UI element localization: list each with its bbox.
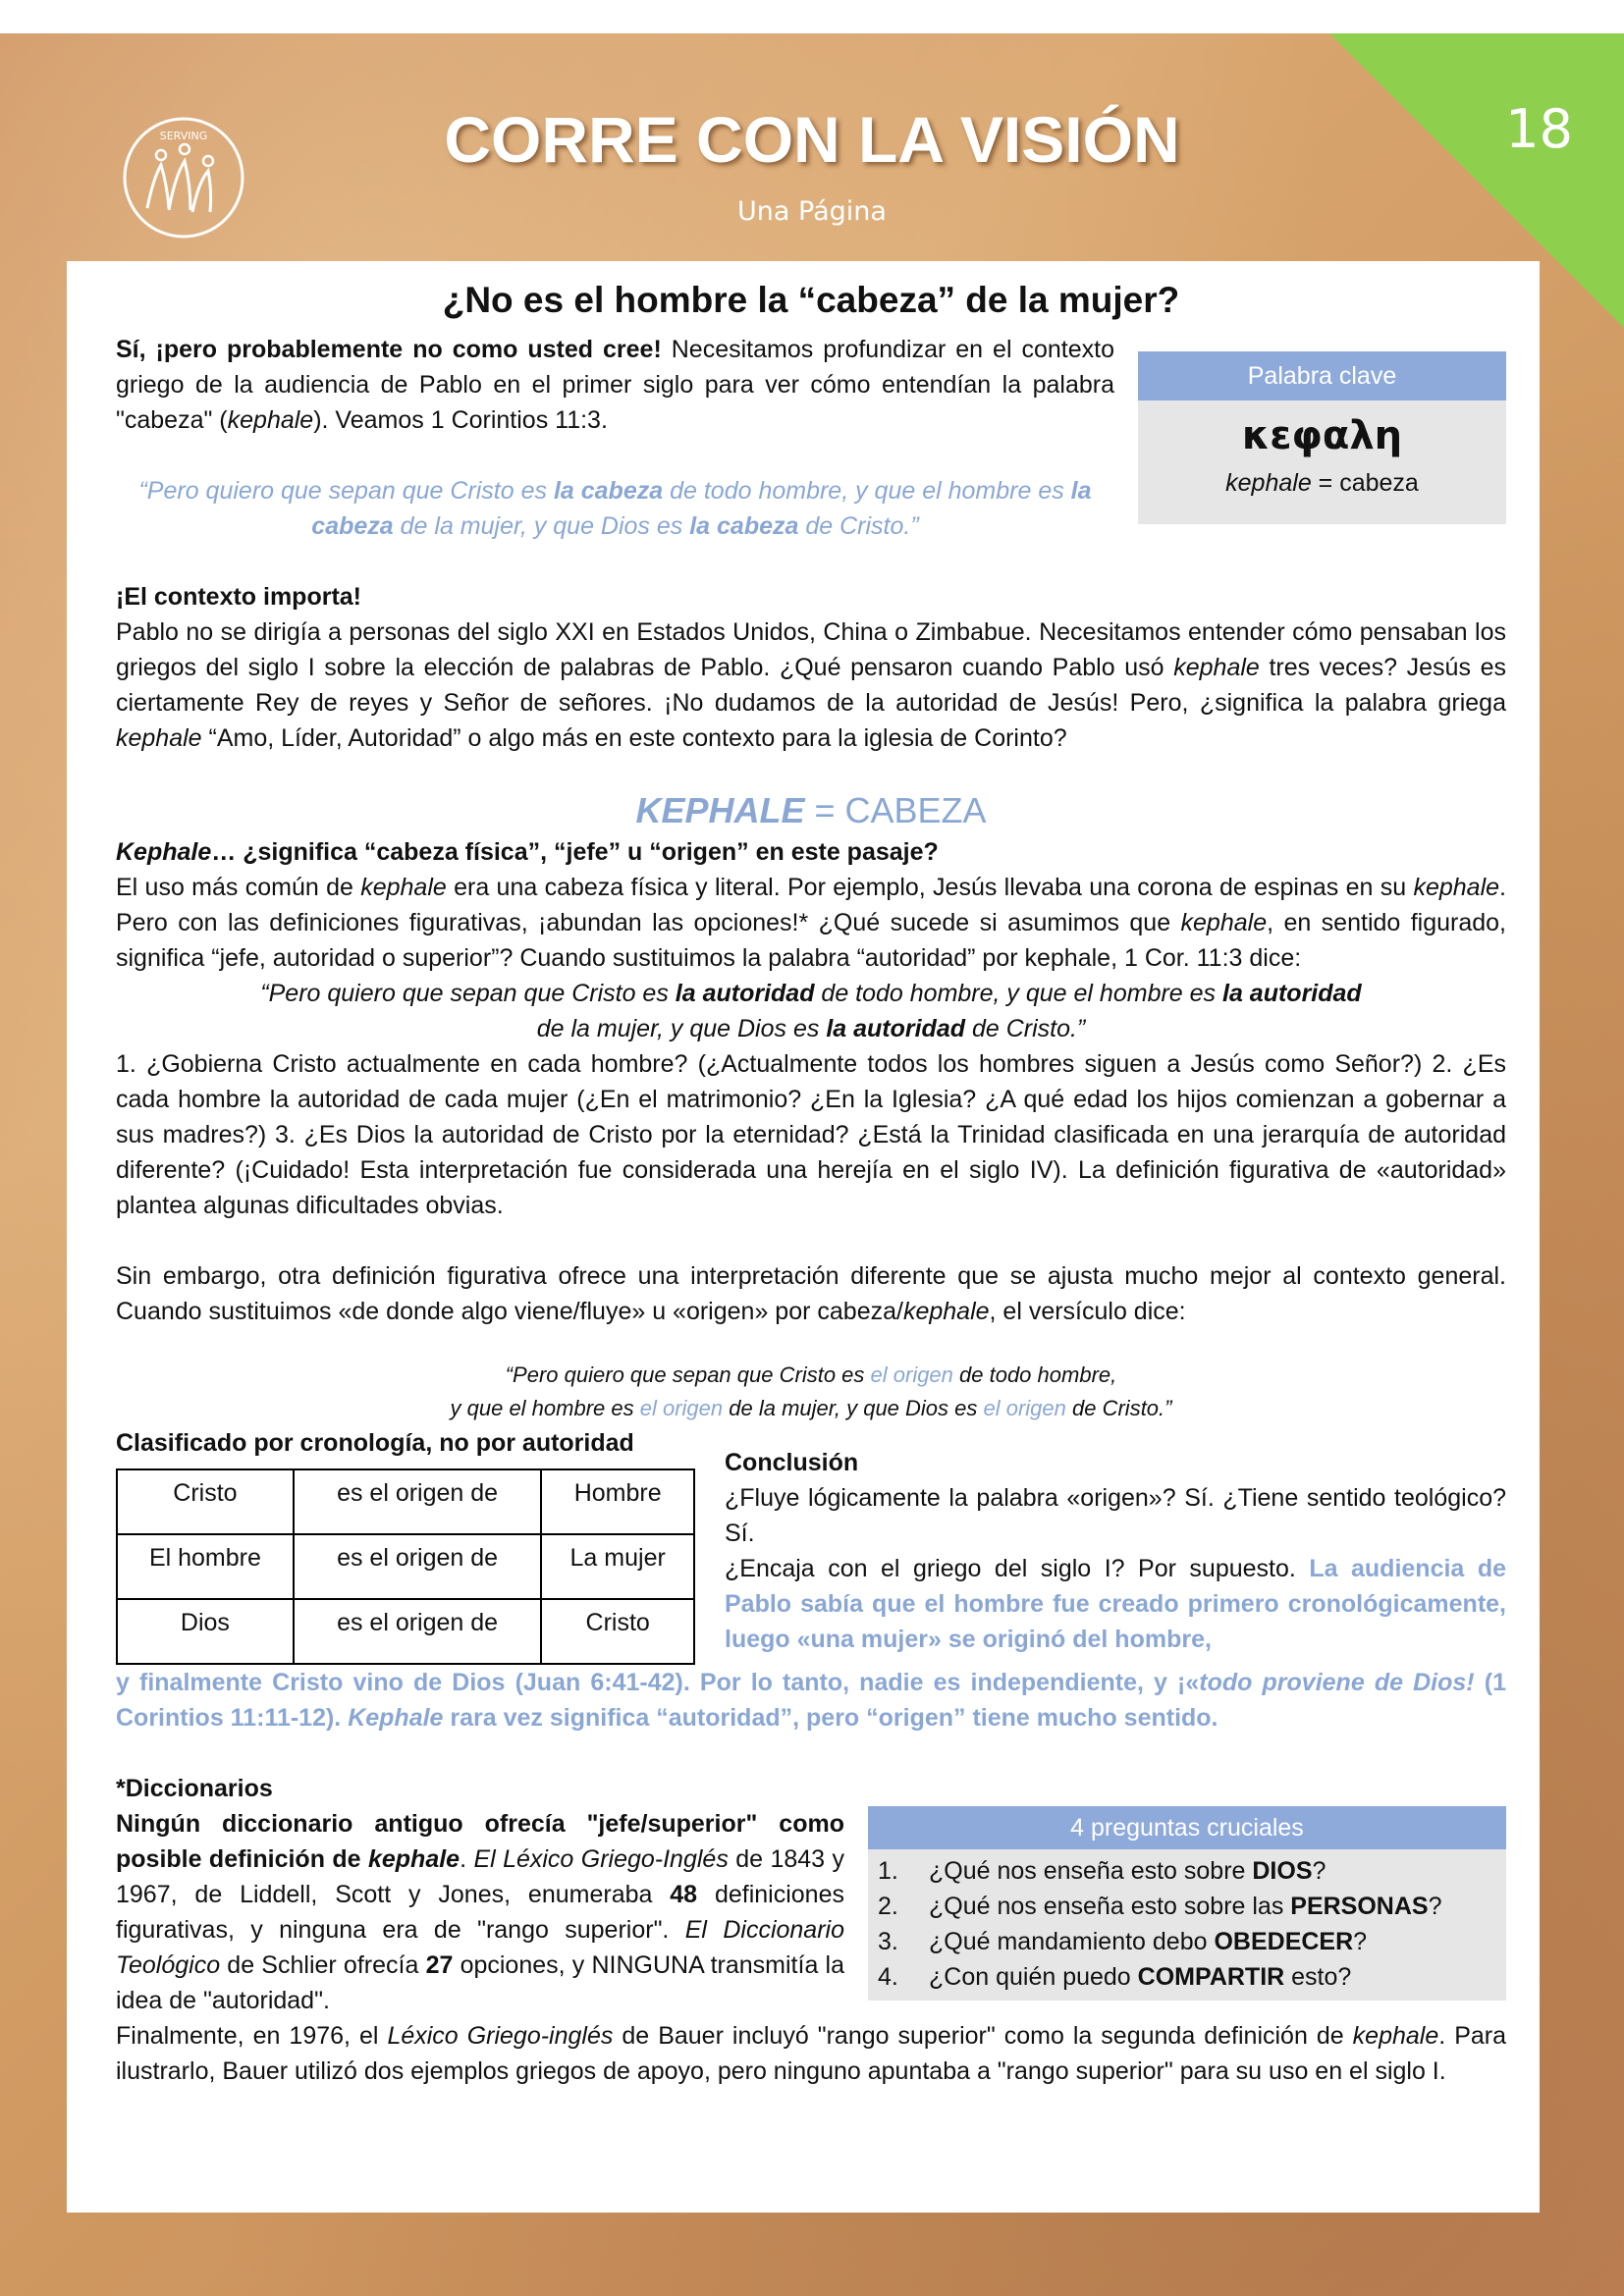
quote-origen-line1: “Pero quiero que sepan que Cristo es el origen de todo hombre, xyxy=(505,1362,1117,1387)
list-item: 3. ¿Qué mandamiento debo OBEDECER? xyxy=(878,1928,1368,1955)
logo-text: SERVING xyxy=(159,130,208,142)
origin-intro: Sin embargo, otra definición figurativa ofrece una interpretación diferente que se ajusta mucho mejor al contexto general. Cuando sustituimos «de donde algo viene/fluye» u «origen» por cabeza/kephale, el versículo dice: xyxy=(116,1262,1506,1325)
dictionaries-heading: *Diccionarios xyxy=(116,1775,273,1802)
conclusion-text1: ¿Fluye lógicamente la palabra «origen»? Sí. ¿Tiene sentido teológico? Sí. xyxy=(725,1484,1506,1547)
table-cell: es el origen de xyxy=(294,1469,541,1534)
quote-origen-line2: y que el hombre es el origen de la mujer, y que Dios es el origen de Cristo.” xyxy=(450,1396,1172,1420)
quote-autoridad: “Pero quiero que sepan que Cristo es la autoridad de todo hombre, y que el hombre es la autoridad de la mujer, y que Dios es la autoridad de Cristo.” xyxy=(260,980,1362,1042)
keyword-box xyxy=(1138,351,1506,524)
authority-questions: 1. ¿Gobierna Cristo actualmente en cada hombre? (¿Actualmente todos los hombres siguen a Jesús como Señor?) 2. ¿Es cada hombre la autoridad de cada mujer (¿En el matrimonio? ¿En la Iglesia? ¿A qué edad los hijos comienzan a gobernar a sus madres?) 3. ¿Es Dios la autoridad de Cristo por la eternidad? ¿Está la Trinidad clasificada en una jerarquía de autoridad diferente? (¡Cuidado! Esta interpretación fue considerada una herejía en el siglo IV). La definición figurativa de «autoridad» plantea algunas dificultades obvias. xyxy=(116,1050,1506,1219)
list-item: 1. ¿Qué nos enseña esto sobre DIOS? xyxy=(878,1857,1326,1885)
table-cell: Hombre xyxy=(541,1469,694,1534)
page-number: 18 xyxy=(1505,98,1573,160)
keyword-greek: κεφαλη xyxy=(1241,413,1403,458)
chronology-heading: Clasificado por cronología, no por autoridad xyxy=(116,1429,634,1457)
meaning-paragraph: El uso más común de kephale era una cabeza física y literal. Por ejemplo, Jesús llevaba una corona de espinas en su kephale. Pero con las definiciones figurativas, ¡abundan las opciones!* ¿Qué sucede si asumimos que kephale, en sentido figurado, significa “jefe, autoridad o superior”? Cuando sustituimos la palabra “autoridad” por kephale, 1 Cor. 11:3 dice: xyxy=(116,874,1507,972)
page-title: CORRE CON LA VISIÓN xyxy=(444,103,1180,176)
top-strip xyxy=(0,0,1624,33)
kephale-heading: KEPHALE = CABEZA xyxy=(635,790,987,830)
context-heading: ¡El contexto importa! xyxy=(116,583,362,611)
table-cell: es el origen de xyxy=(294,1599,541,1664)
dictionaries-paragraph: Ningún diccionario antiguo ofrecía "jefe/superior" como posible definición de kephale. El Léxico Griego-Inglés de 1843 y 1967, de Liddell, Scott y Jones, enumeraba 48 definiciones figurativas, y ninguna era de "rango superior". El Diccionario Teológico de Schlier ofrecía 27 opciones, y NINGUNA transmitía la idea de "autoridad". xyxy=(116,1810,844,2014)
content-panel xyxy=(67,261,1540,2213)
conclusion-continued: y finalmente Cristo vino de Dios (Juan 6:41-42). Por lo tanto, nadie es independiente, y ¡«todo proviene de Dios! (1 Corintios 11:11-12). Kephale rara vez significa “autoridad”, pero “origen” tiene mucho sentido. xyxy=(116,1669,1506,1732)
meaning-question: Kephale… ¿significa “cabeza física”, “jefe” u “origen” en este pasaje? xyxy=(116,838,939,866)
table-cell: Cristo xyxy=(117,1469,294,1534)
main-heading: ¿No es el hombre la “cabeza” de la mujer? xyxy=(442,280,1180,320)
questions-box-header: 4 preguntas cruciales xyxy=(868,1806,1506,1849)
table-cell: es el origen de xyxy=(294,1534,541,1599)
table-cell: Dios xyxy=(117,1599,294,1664)
page-subtitle: Una Página xyxy=(737,196,887,227)
intro-paragraph: Sí, ¡pero probablemente no como usted cree! Necesitamos profundizar en el contexto griego de la audiencia de Pablo en el primer siglo para ver cómo entendían la palabra "cabeza" (kephale). Veamos 1 Corintios 11:3. xyxy=(116,336,1114,434)
chronology-section xyxy=(116,1425,1506,1665)
bauer-paragraph: Finalmente, en 1976, el Léxico Griego-inglés de Bauer incluyó "rango superior" como la segunda definición de kephale. Para ilustrarlo, Bauer utilizó dos ejemplos griegos de apoyo, pero ninguno apuntaba a "rango superior" para su uso en el siglo I. xyxy=(116,2022,1507,2085)
list-item: 4. ¿Con quién puedo COMPARTIR esto? xyxy=(878,1963,1352,1991)
table-cell: Cristo xyxy=(541,1599,694,1664)
conclusion-heading: Conclusión xyxy=(725,1449,859,1476)
conclusion-text2: ¿Encaja con el griego del siglo I? Por supuesto. La audiencia de Pablo sabía que el hombre fue creado primero cronológicamente, luego «una mujer» se originó del hombre, xyxy=(725,1555,1506,1653)
quote-cabeza: “Pero quiero que sepan que Cristo es la cabeza de todo hombre, y que el hombre es la cabeza de la mujer, y que Dios es la cabeza de Cristo.” xyxy=(138,477,1092,540)
keyword-box-header: Palabra clave xyxy=(1138,351,1506,400)
table-cell: La mujer xyxy=(541,1534,694,1599)
table-row xyxy=(117,1534,694,1599)
keyword-definition: kephale = cabeza xyxy=(1225,469,1419,497)
table-row xyxy=(117,1469,694,1534)
table-row xyxy=(117,1599,694,1664)
list-item: 2. ¿Qué nos enseña esto sobre las PERSONAS? xyxy=(878,1893,1442,1920)
context-paragraph: Pablo no se dirigía a personas del siglo XXI en Estados Unidos, China o Zimbabue. Necesitamos entender cómo pensaban los griegos del siglo I sobre la elección de palabras de Pablo. ¿Qué pensaron cuando Pablo usó kephale tres veces? Jesús es ciertamente Rey de reyes y Señor de señores. ¡No dudamos de la autoridad de Jesús! Pero, ¿significa la palabra griega kephale “Amo, Líder, Autoridad” o algo más en este contexto para la iglesia de Corinto? xyxy=(116,618,1506,752)
chronology-table xyxy=(116,1468,695,1665)
questions-box xyxy=(868,1806,1506,2001)
table-cell: El hombre xyxy=(117,1534,294,1599)
